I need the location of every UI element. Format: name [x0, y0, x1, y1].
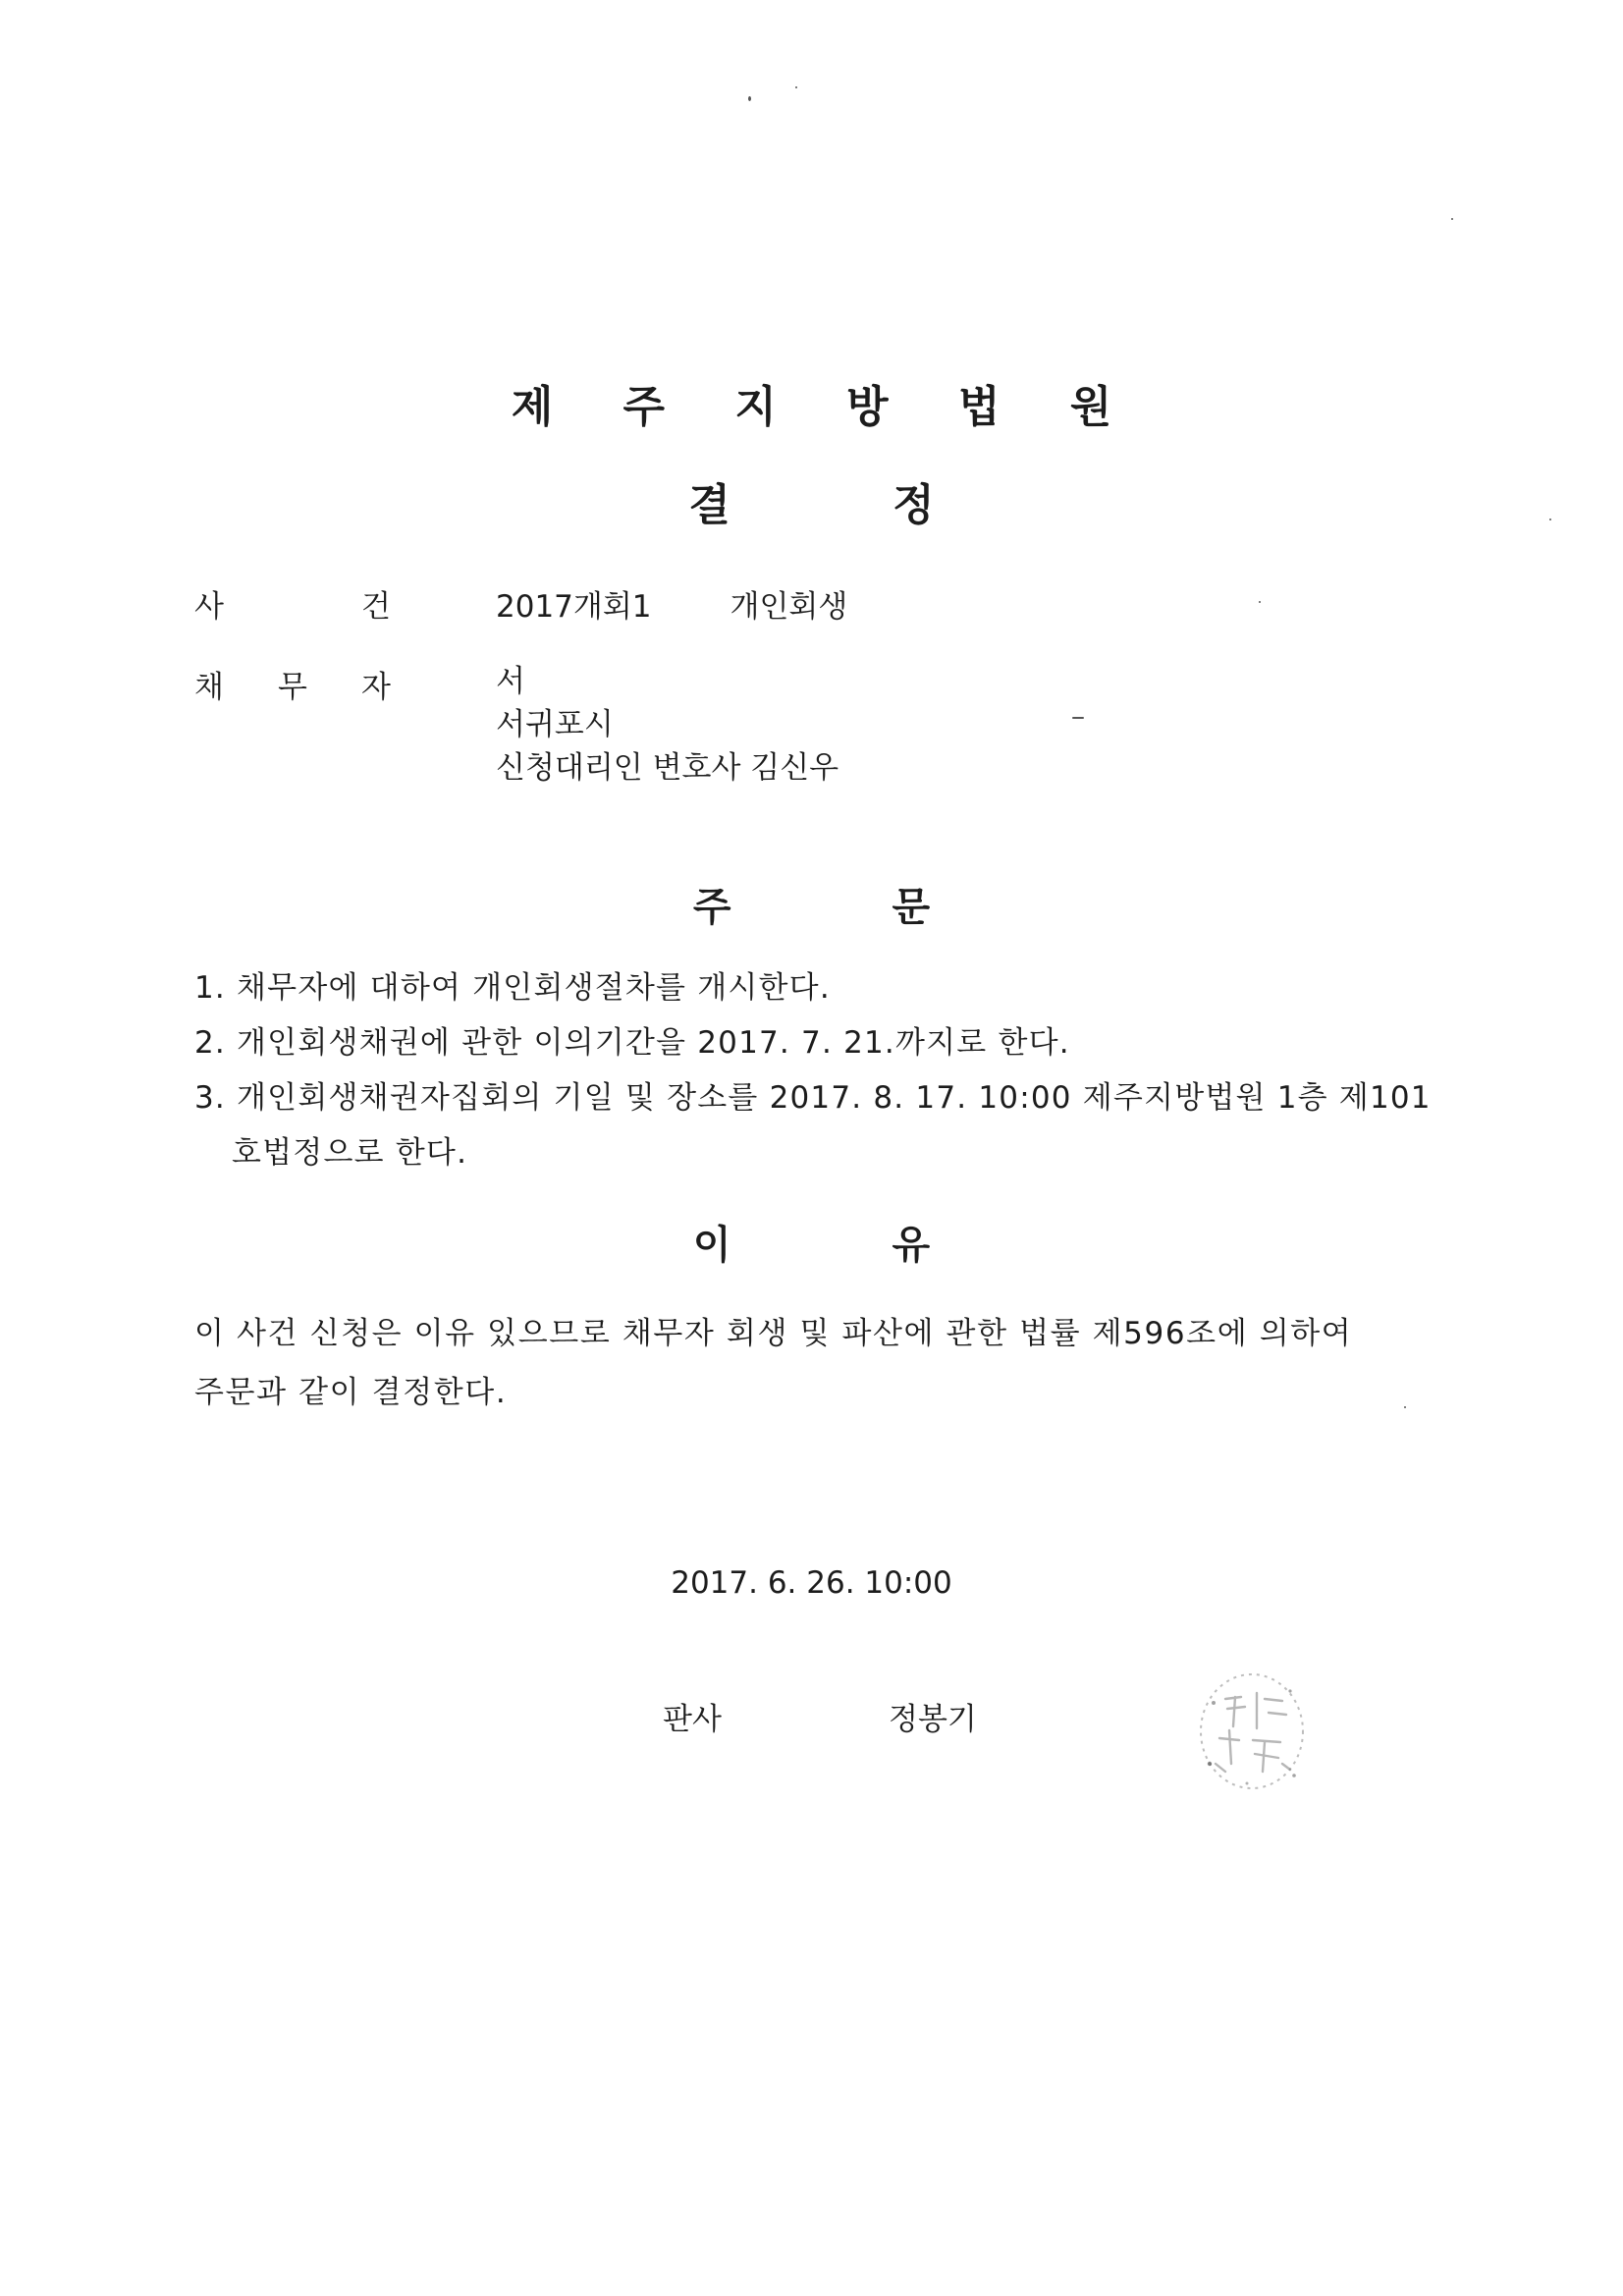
reason-line-1: 이 사건 신청은 이유 있으므로 채무자 회생 및 파산에 관한 법률 제596조에 의하여 [194, 1316, 1353, 1351]
case-value [496, 581, 847, 626]
judge-title: 판사 [663, 1702, 722, 1737]
scan-speck [1259, 601, 1261, 603]
case-title: 개인회생 [730, 589, 848, 625]
case-number: 2017개회1 [496, 589, 652, 625]
scan-speck [795, 86, 797, 88]
order-item-3-continued: 호법정으로 한다. [232, 1135, 468, 1171]
case-label-char: 사 [194, 589, 224, 625]
reason-line-2: 주문과 같이 결정한다. [194, 1375, 508, 1410]
case-label-char: 건 [361, 589, 391, 625]
scan-speck [1404, 1406, 1406, 1408]
judge-name: 정봉기 [889, 1702, 977, 1737]
reason-heading: 이 유 [692, 1223, 931, 1268]
debtor-label-char: 채 [194, 670, 224, 705]
scan-speck [1072, 717, 1084, 719]
order-item-2: 2. 개인회생채권에 관한 이의기간을 2017. 7. 21.까지로 한다. [194, 1025, 1070, 1061]
debtor-label [194, 662, 391, 706]
debtor-name: 서 [496, 664, 525, 699]
order-item-3: 3. 개인회생채권자집회의 기일 및 장소를 2017. 8. 17. 10:00 제주지방법원 1층 제101 [194, 1080, 1432, 1116]
scan-speck [1451, 218, 1453, 220]
decision-date: 2017. 6. 26. 10:00 [671, 1565, 952, 1601]
order-item-1: 1. 채무자에 대하여 개인회생절차를 개시한다. [194, 970, 831, 1006]
document-type: 결 정 [688, 480, 935, 530]
debtor-address: 서귀포시 [496, 707, 614, 742]
judge-seal [1196, 1669, 1308, 1793]
scan-speck [748, 96, 751, 101]
debtor-label-char: 무 [278, 670, 307, 705]
order-heading: 주 문 [692, 885, 931, 930]
court-name: 제 주 지 방 법 원 [511, 382, 1140, 432]
debtor-agent: 신청대리인 변호사 김신우 [496, 750, 839, 786]
debtor-label-char: 자 [361, 670, 391, 705]
case-label [194, 581, 391, 626]
